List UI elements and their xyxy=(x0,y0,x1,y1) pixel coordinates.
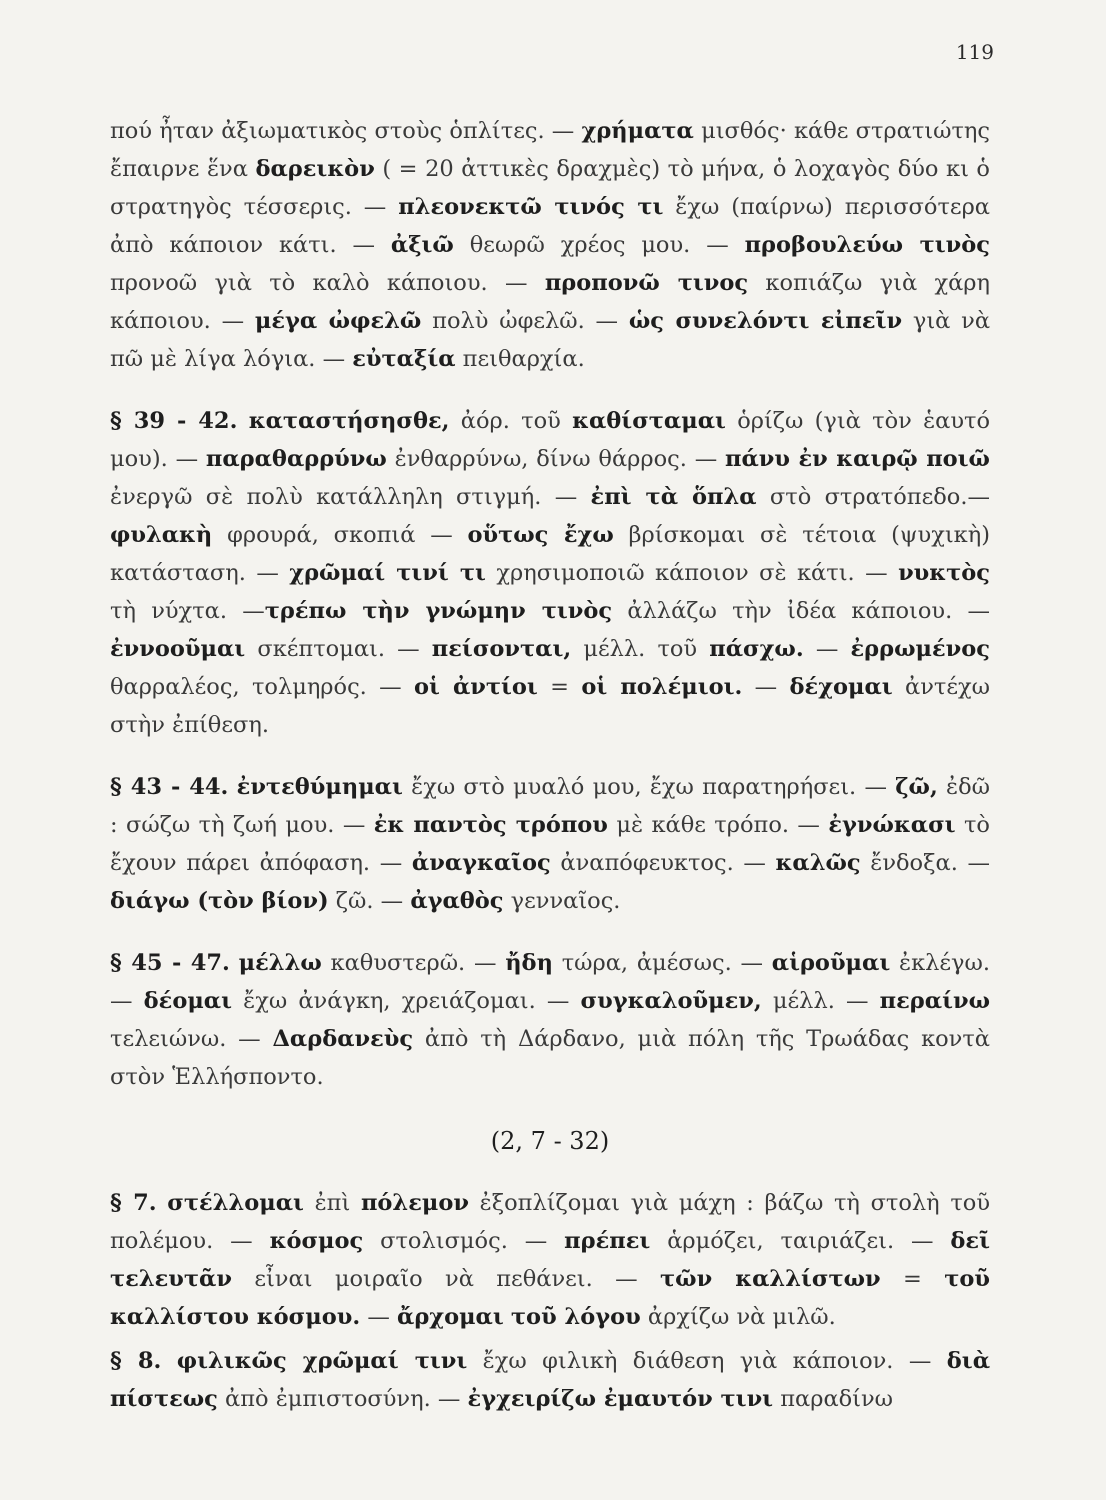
gloss-text: ἁρμόζει, ταιριάζει. — xyxy=(650,1228,951,1254)
gloss-text: μὲ κάθε τρόπο. — xyxy=(607,812,829,838)
gloss-text: στὸ στρατόπεδο.— xyxy=(756,484,990,510)
headword: οἱ πολέμιοι. xyxy=(581,674,743,700)
section-number: § 43 - 44. xyxy=(110,774,229,800)
gloss-text: τελειώνω. — xyxy=(110,1026,273,1052)
paragraph-p1 xyxy=(110,112,990,378)
headword: ζῶ, xyxy=(895,774,938,800)
gloss-text: ἀπὸ τὴ Δάρδανο, μιὰ πόλη τῆς Τρωάδας κοντὰ στὸν Ἑλλήσποντο. xyxy=(110,1026,990,1090)
headword: προβουλεύω τινὸς xyxy=(744,232,990,258)
headword: ἀξιῶ xyxy=(390,232,454,258)
gloss-text: καθυστερῶ. — xyxy=(321,950,506,976)
headword: δεῖ τελευτᾶν xyxy=(110,1228,990,1292)
headword: δαρεικὸν xyxy=(255,156,375,182)
gloss-text: βρίσκομαι σὲ τέτοια (ψυχικὴ) κατάσταση. — xyxy=(110,522,990,586)
gloss-text: θαρραλέος, τολμηρός. — xyxy=(110,674,415,700)
gloss-text: ἔνδοξα. — xyxy=(860,850,991,876)
headword: ἤδη xyxy=(505,950,553,976)
gloss-text: πολὺ ὠφελῶ. — xyxy=(421,308,629,334)
gloss-text: εἶναι μοιραῖο νὰ πεθάνει. — xyxy=(231,1266,661,1292)
headword: πόλεμον xyxy=(360,1190,469,1216)
gloss-text: ἀναπόφευκτος. — xyxy=(550,850,776,876)
gloss-text: ἀπὸ ἐμπιστοσύνη. — xyxy=(217,1386,468,1412)
gloss-text: ὁρίζω (γιὰ τὸν ἑαυτό μου). — xyxy=(110,408,991,472)
headword: ἐντεθύμημαι xyxy=(236,774,403,800)
gloss-text: ἐκλέγω. — xyxy=(110,950,990,1014)
headword: τῶν καλλίστων xyxy=(660,1266,881,1292)
headword: ἀναγκαῖος xyxy=(411,850,551,876)
gloss-text: φρουρά, σκοπιά — xyxy=(212,522,468,548)
gloss-text: παραδίνω xyxy=(773,1386,894,1412)
gloss-text: ἔχω στὸ μυαλό μου, ἔχω παρατηρήσει. — xyxy=(402,774,896,800)
gloss-text: πού ἦταν ἀξιωματικὸς στοὺς ὁπλίτες. — xyxy=(110,118,582,144)
headword: ἐγχειρίζω ἐμαυτόν τινι xyxy=(467,1386,774,1412)
headword: ἄρχομαι xyxy=(397,1304,504,1330)
headword: ἐρρωμένος xyxy=(850,636,990,662)
headword: νυκτὸς xyxy=(898,560,990,586)
gloss-text: μισθός· κάθε στρατιώτης ἔπαιρνε ἕνα xyxy=(110,118,990,182)
headword: ὡς συνελόντι εἰπεῖν xyxy=(628,308,903,334)
paragraph-p2 xyxy=(110,402,990,744)
gloss-text: ( = 20 ἀττικὲς δραχμὲς) τὸ μήνα, ὁ λοχαγὸς δύο κι ὁ στρατηγὸς τέσσερις. — xyxy=(110,156,990,220)
gloss-text: ἀλλάζω τὴν ἰδέα κάποιου. — xyxy=(612,598,990,624)
page-number: 119 xyxy=(955,40,994,64)
gloss-text: = xyxy=(880,1266,945,1292)
headword: πείσονται, xyxy=(431,636,572,662)
paragraph-p4 xyxy=(110,944,990,1096)
gloss-text: κοπιάζω γιὰ χάρη κάποιου. — xyxy=(110,270,990,334)
gloss-text: γιὰ νὰ πῶ μὲ λίγα λόγια. — xyxy=(110,308,991,372)
section-number: § 7. xyxy=(110,1190,157,1216)
headword: δέχομαι xyxy=(789,674,893,700)
headword: διάγω (τὸν βίον) xyxy=(110,888,329,914)
paragraph-p6 xyxy=(110,1342,990,1418)
headword: πάσχω. xyxy=(709,636,804,662)
headword: ἐννοοῦμαι xyxy=(110,636,246,662)
section-number: § 8. xyxy=(110,1348,162,1374)
headword: ἀγαθὸς xyxy=(410,888,504,914)
headword: εὐταξία xyxy=(352,346,456,372)
gloss-text: ἔχω φιλικὴ διάθεση γιὰ κάποιον. — xyxy=(467,1348,947,1374)
glossary-text xyxy=(110,112,990,1418)
gloss-text: — xyxy=(742,674,790,700)
section-number: § 39 - 42. xyxy=(110,408,238,434)
headword: αἱροῦμαι xyxy=(771,950,891,976)
gloss-text: ἀρχίζω νὰ μιλῶ. xyxy=(640,1304,836,1330)
headword: ἐκ παντὸς τρόπου xyxy=(373,812,608,838)
headword: στέλλομαι xyxy=(167,1190,304,1216)
headword: φυλακὴ xyxy=(110,522,213,548)
headword: πρέπει xyxy=(564,1228,651,1254)
headword: ἐγνώκασι xyxy=(828,812,956,838)
headword: παραθαρρύνω xyxy=(205,446,387,472)
paragraph-p3 xyxy=(110,768,990,920)
headword: ἐπὶ τὰ ὅπλα xyxy=(590,484,757,510)
gloss-text: ζῶ. — xyxy=(328,888,411,914)
gloss-text: = xyxy=(537,674,582,700)
headword: προπονῶ τινος xyxy=(544,270,749,296)
gloss-text: σκέπτομαι. — xyxy=(245,636,432,662)
headword: μέλλω xyxy=(238,950,322,976)
gloss-text: στολισμός. — xyxy=(363,1228,565,1254)
headword: κόσμος xyxy=(269,1228,364,1254)
gloss-text: τώρα, ἀμέσως. — xyxy=(552,950,772,976)
headword: καλῶς xyxy=(775,850,861,876)
headword: καθίσταμαι xyxy=(572,408,726,434)
gloss-text: γενναῖος. xyxy=(503,888,621,914)
headword: πάνυ ἐν καιρῷ ποιῶ xyxy=(725,446,990,472)
gloss-text: προνοῶ γιὰ τὸ καλὸ κάποιου. — xyxy=(110,270,545,296)
gloss-text: μέλλ. τοῦ xyxy=(571,636,710,662)
headword: χρῶμαί τινί τι xyxy=(289,560,486,586)
headword: τοῦ λόγου xyxy=(510,1304,641,1330)
headword: οὕτως ἔχω xyxy=(467,522,614,548)
headword: δέομαι xyxy=(143,988,233,1014)
headword: συγκαλοῦμεν, xyxy=(580,988,762,1014)
gloss-text: ἐπὶ xyxy=(303,1190,361,1216)
gloss-text: ἔχω ἀνάγκη, χρειάζομαι. — xyxy=(232,988,581,1014)
gloss-text: ἐνθαρρύνω, δίνω θάρρος. — xyxy=(386,446,726,472)
headword: οἱ ἀντίοι xyxy=(414,674,538,700)
gloss-text: ἐνεργῶ σὲ πολὺ κατάλληλη στιγμή. — xyxy=(110,484,591,510)
gloss-text: — xyxy=(360,1304,397,1330)
gloss-text: πειθαρχία. xyxy=(455,346,585,372)
headword: πλεονεκτῶ τινός τι xyxy=(398,194,664,220)
headword: μέγα ὠφελῶ xyxy=(254,308,422,334)
headword: καταστήσησθε, xyxy=(248,408,450,434)
gloss-text: ἀντέχω στὴν ἐπίθεση. xyxy=(110,674,991,738)
gloss-text: ἐδῶ : σώζω τὴ ζωή μου. — xyxy=(110,774,991,838)
headword: διὰ πίστεως xyxy=(110,1348,991,1412)
gloss-text: χρησιμοποιῶ κάποιον σὲ κάτι. — xyxy=(485,560,899,586)
gloss-text: ἀόρ. τοῦ xyxy=(449,408,573,434)
gloss-text: μέλλ. — xyxy=(761,988,880,1014)
section-heading: (2, 7 - 32) xyxy=(490,1127,610,1155)
gloss-text: ἐξοπλίζομαι γιὰ μάχη : βάζω τὴ στολὴ τοῦ πολέμου. — xyxy=(110,1190,990,1254)
gloss-text: τὸ ἔχουν πάρει ἀπόφαση. — xyxy=(110,812,990,876)
gloss-text: — xyxy=(803,636,851,662)
headword: φιλικῶς χρῶμαί τινι xyxy=(176,1348,468,1374)
gloss-text: ἔχω (παίρνω) περισσότερα ἀπὸ κάποιον κάτι. — xyxy=(110,194,990,258)
headword: τοῦ καλλίστου κόσμου. xyxy=(110,1266,991,1330)
paragraph-p5 xyxy=(110,1184,990,1336)
headword: χρήματα xyxy=(581,118,694,144)
section-number: § 45 - 47. xyxy=(110,950,230,976)
headword: περαίνω xyxy=(879,988,990,1014)
headword: Δαρδανεὺς xyxy=(272,1026,414,1052)
gloss-text xyxy=(504,1304,511,1330)
gloss-text: τὴ νύχτα. — xyxy=(110,598,265,624)
headword: τρέπω τὴν γνώμην τινὸς xyxy=(264,598,613,624)
gloss-text: θεωρῶ χρέος μου. — xyxy=(453,232,745,258)
